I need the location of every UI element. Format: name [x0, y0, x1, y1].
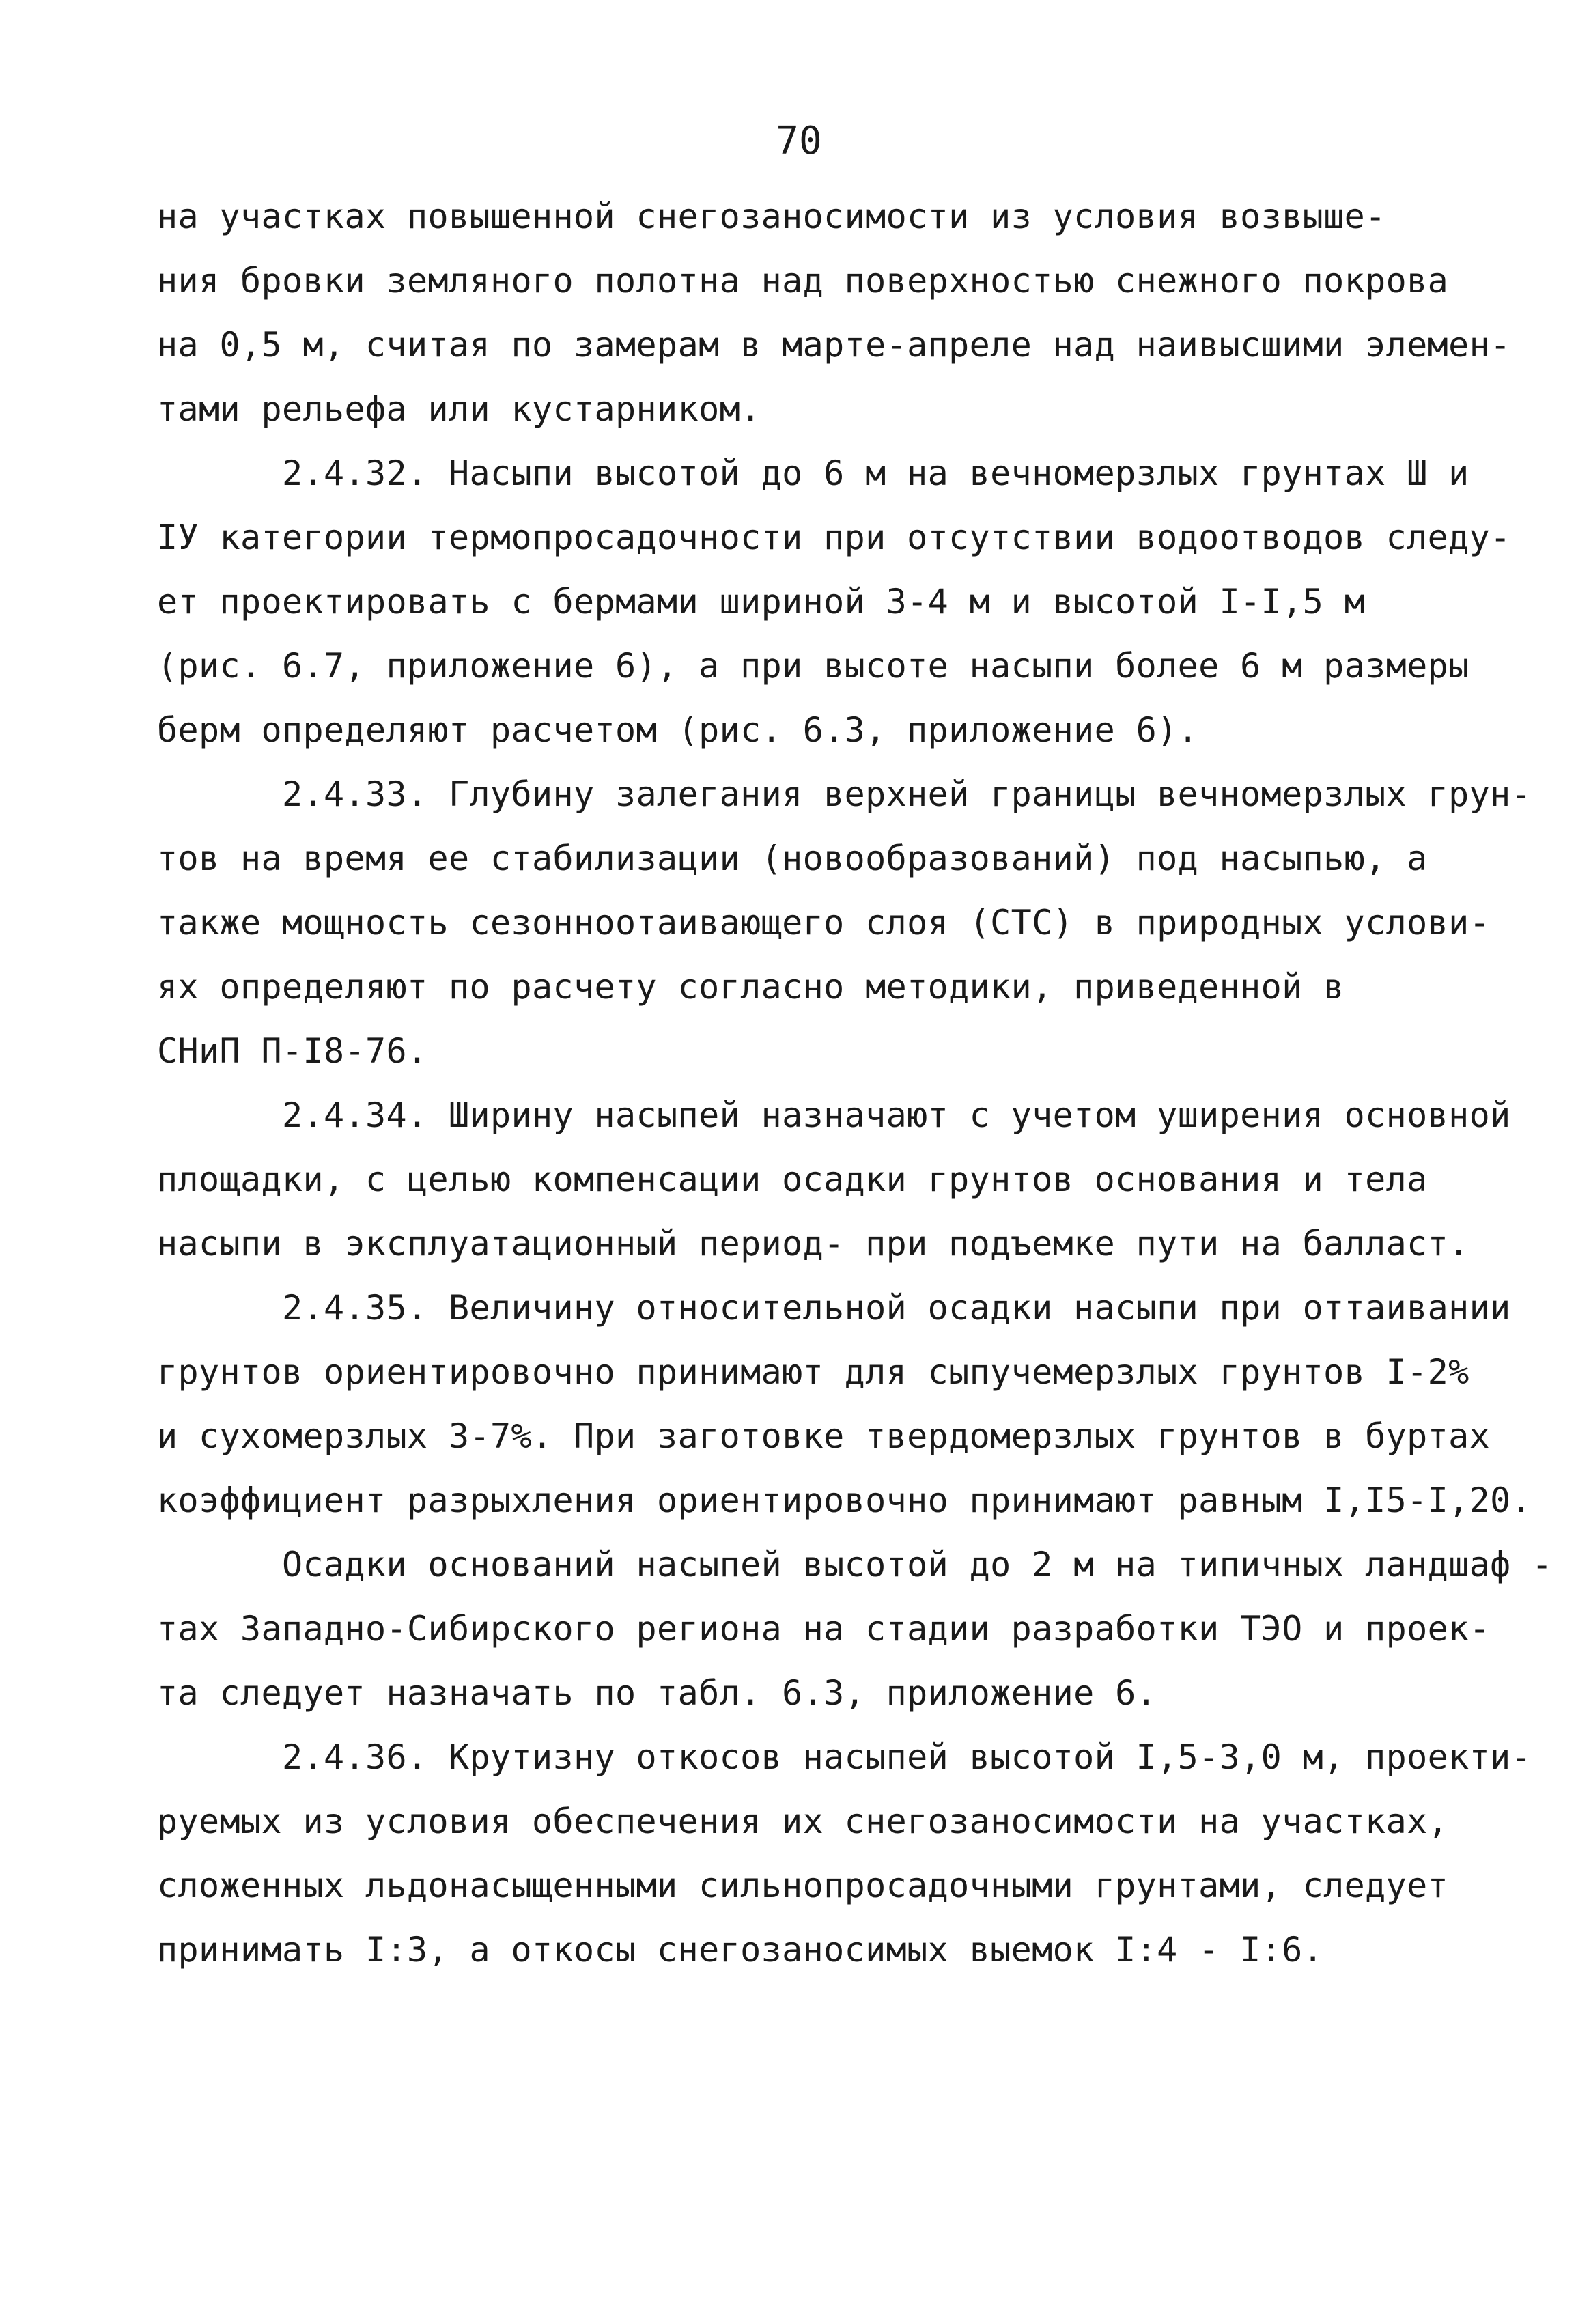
body-text — [157, 184, 1553, 1982]
text-line: на участках повышенной снегозаносимости из условия возвыше- — [157, 197, 1386, 236]
text-line: (рис. 6.7, приложение 6), а при высоте насыпи более 6 м размеры — [157, 646, 1469, 686]
text-line: СНиП П-I8-76. — [157, 1031, 428, 1071]
paragraph-2-4-34-start: 2.4.34. Ширину насыпей назначают с учетом уширения основной — [157, 1095, 1511, 1135]
paragraph-2-4-33-start: 2.4.33. Глубину залегания верхней границы вечномерзлых грун- — [157, 774, 1532, 814]
text-line: грунтов ориентировочно принимают для сыпучемерзлых грунтов I-2% — [157, 1352, 1469, 1392]
text-line: коэффициент разрыхления ориентировочно принимают равным I,I5-I,20. — [157, 1481, 1532, 1520]
text-line: сложенных льдонасыщенными сильнопросадочными грунтами, следует — [157, 1866, 1449, 1905]
text-line: площадки, с целью компенсации осадки грунтов основания и тела — [157, 1160, 1428, 1199]
text-line: на 0,5 м, считая по замерам в марте-апреле над наивысшими элемен- — [157, 325, 1511, 365]
text-line: и сухомерзлых 3-7%. При заготовке твердомерзлых грунтов в буртах — [157, 1416, 1491, 1456]
text-line: берм определяют расчетом (рис. 6.3, приложение 6). — [157, 710, 1199, 750]
text-line: тах Западно-Сибирского региона на стадии разработки ТЭО и проек- — [157, 1609, 1491, 1649]
text-line: ях определяют по расчету согласно методики, приведенной в — [157, 967, 1344, 1007]
text-line: ния бровки земляного полотна над поверхностью снежного покрова — [157, 261, 1449, 300]
text-line: насыпи в эксплуатационный период- при подъемке пути на балласт. — [157, 1224, 1469, 1263]
text-line: тами рельефа или кустарником. — [157, 389, 761, 429]
paragraph-2-4-36-start: 2.4.36. Крутизну откосов насыпей высотой I,5-3,0 м, проекти- — [157, 1737, 1532, 1777]
paragraph-2-4-35-start: 2.4.35. Величину относительной осадки насыпи при оттаивании — [157, 1288, 1511, 1328]
text-line: ет проектировать с бермами шириной 3-4 м и высотой I-I,5 м — [157, 582, 1366, 621]
text-line: руемых из условия обеспечения их снегозаносимости на участках, — [157, 1802, 1449, 1841]
page-number: 70 — [776, 119, 822, 163]
text-line: принимать I:3, а откосы снегозаносимых выемок I:4 - I:6. — [157, 1930, 1324, 1970]
text-line: та следует назначать по табл. 6.3, приложение 6. — [157, 1673, 1157, 1713]
text-line: тов на время ее стабилизации (новообразований) под насыпью, а — [157, 839, 1428, 878]
text-line: также мощность сезонноотаивающего слоя (СТС) в природных услови- — [157, 903, 1491, 942]
text-line: IУ категории термопросадочности при отсутствии водоотводов следу- — [157, 518, 1511, 557]
paragraph-settlement-start: Осадки оснований насыпей высотой до 2 м на типичных ландшаф - — [157, 1545, 1553, 1584]
paragraph-2-4-32-start: 2.4.32. Насыпи высотой до 6 м на вечномерзлых грунтах Ш и — [157, 453, 1469, 493]
